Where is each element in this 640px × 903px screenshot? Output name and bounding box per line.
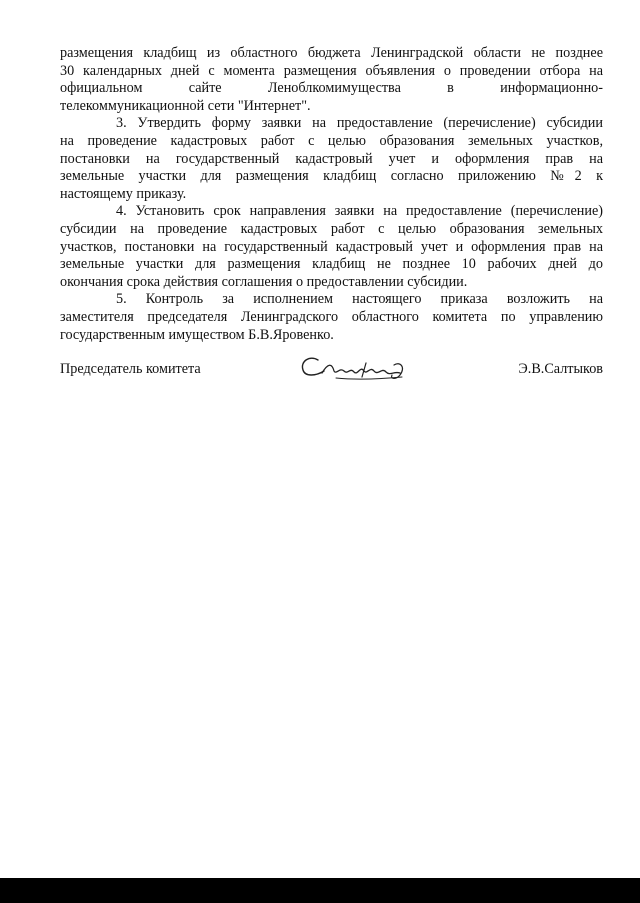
paragraph-p-cont: [60, 45, 603, 115]
signatory-position: Председатель комитета: [60, 361, 201, 377]
paragraph-line: размещения кладбищ из областного бюджета Ленинградской области не позднее: [60, 45, 603, 61]
document-body: [60, 45, 603, 344]
paragraph-line: государственным имуществом Б.В.Яровенко.: [60, 326, 334, 343]
signature-block: [60, 351, 603, 391]
paragraph-p4: [60, 203, 603, 291]
paragraph-line: субсидии на проведение кадастровых работ с целью образования земельных: [60, 220, 603, 237]
paragraph-line: земельные участки для размещения кладбищ согласно приложению №2 к: [60, 168, 603, 185]
paragraph-p3: [60, 115, 603, 203]
paragraph-line: 5. Контроль за исполнением настоящего приказа возложить на: [116, 291, 603, 308]
paragraph-line: 4. Установить срок направления заявки на предоставление (перечисление): [116, 203, 603, 220]
paragraph-line: на проведение кадастровых работ с целью образования земельных участков,: [60, 132, 603, 149]
paragraph-line: окончания срока действия соглашения о предоставлении субсидии.: [60, 273, 468, 290]
signatory-name: Э.В.Салтыков: [518, 361, 603, 377]
handwritten-signature: [296, 351, 412, 387]
paragraph-line: настоящему приказу.: [60, 185, 187, 202]
paragraph-line: заместителя председателя Ленинградского областного комитета по управлению: [60, 308, 603, 325]
paragraph-line: участков, постановки на государственный кадастровый учет и оформления прав на: [60, 238, 603, 255]
paragraph-line: постановки на государственный кадастровый учет и оформления прав на: [60, 150, 603, 167]
paragraph-line: земельные участки для размещения кладбищ не позднее 10 рабочих дней до: [60, 256, 603, 273]
paragraph-p5: [60, 291, 603, 344]
paragraph-line: официальном сайте Леноблкомимущества в информационно-: [60, 80, 603, 97]
paragraph-line: 30 календарных дней с момента размещения объявления о проведении отбора на: [60, 62, 603, 79]
paragraph-line: 3. Утвердить форму заявки на предоставление (перечисление) субсидии: [116, 115, 603, 132]
paragraph-line: телекоммуникационной сети "Интернет".: [60, 97, 311, 114]
